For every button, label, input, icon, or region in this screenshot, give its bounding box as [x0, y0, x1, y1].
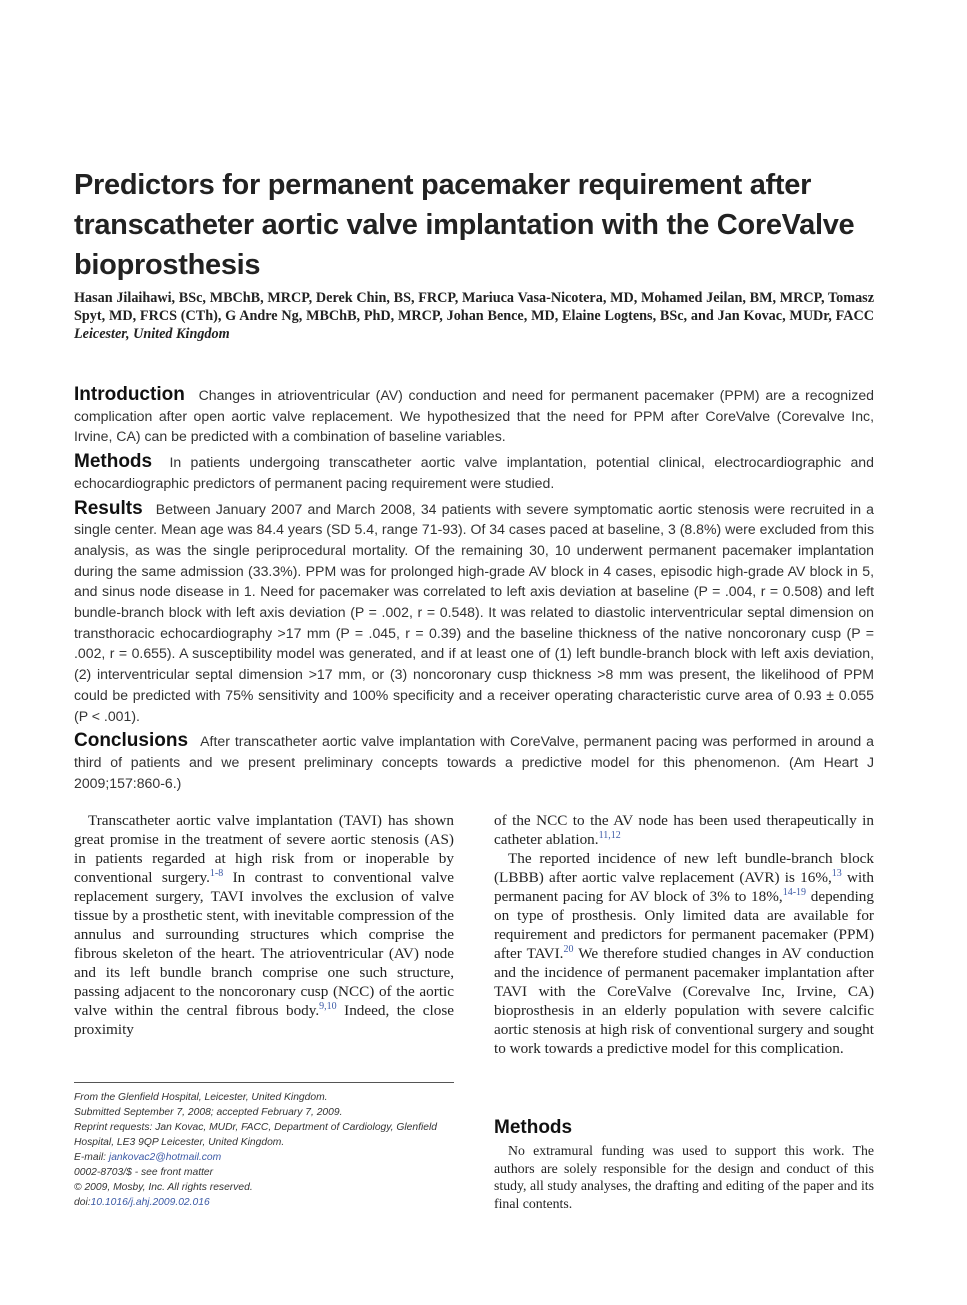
body-text: Indeed, the close proximity	[74, 1002, 454, 1038]
body-paragraph	[74, 811, 454, 1039]
abstract-introduction-text: Changes in atrioventricular (AV) conduction and need for permanent pacemaker (PPM) are a recognized complication after open aortic valve replacement. We hypothesized that the need for PPM after CoreValve (Corevalve Inc, Irvine, CA) can be predicted with a combination of baseline variables.	[74, 387, 875, 445]
abstract-introduction-heading: Introduction	[74, 384, 185, 405]
article-title: Predictors for permanent pacemaker requirement after transcatheter aortic valve implantation with the CoreValve bioprosthesis	[74, 169, 855, 281]
body-right-column	[494, 811, 874, 1058]
body-text: with permanent pacing for AV block of 3% to 18%,	[494, 869, 874, 905]
body-text: The reported incidence of new left bundle-branch block (LBBB) after aortic valve replacement (AVR) is 16%,	[494, 850, 874, 886]
footnote-issn: 0002-8703/$ - see front matter	[74, 1167, 214, 1178]
abstract-methods-text: In patients undergoing transcatheter aortic valve implantation, potential clinical, electrocardiographic and echocardiographic predictors of permanent pacing requirement were studied.	[74, 454, 874, 491]
body-text: of the NCC to the AV node has been used therapeutically in catheter ablation.	[494, 812, 874, 848]
body-text: Transcatheter aortic valve implantation (TAVI) has shown great promise in the treatment of severe aortic stenosis (AS) in patients regarded at high risk from or inoperable by conventional surgery.	[74, 812, 454, 886]
footnote-doi	[74, 1195, 459, 1210]
citation-link[interactable]: 11,12	[598, 829, 621, 841]
abstract-results	[74, 499, 874, 727]
citation-link[interactable]: 1-8	[209, 867, 224, 879]
author-names: Hasan Jilaihawi, BSc, MBChB, MRCP, Derek Chin, BS, FRCP, Mariuca Vasa-Nicotera, MD, Mohamed Jeilan, BM, MRCP, Tomasz Spyt, MD, FRCS (CTh), G Andre Ng, MBChB, PhD, MRCP, Johan Bence, MD, Elaine Logtens, BSc, and Jan Kovac, MUDr, FACC	[74, 290, 874, 324]
footnote-submitted: Submitted September 7, 2008; accepted February 7, 2009.	[74, 1107, 343, 1118]
abstract-methods	[74, 452, 874, 493]
doi-label: doi:	[74, 1197, 91, 1208]
author-location: Leicester, United Kingdom	[74, 326, 230, 342]
body-text: depending on type of prosthesis. Only limited data are available for requirement and predictors for permanent pacemaker (PPM) after TAVI.	[494, 888, 874, 962]
citation-link[interactable]: 9,10	[319, 1000, 337, 1012]
citation-link[interactable]: 20	[563, 943, 574, 955]
abstract-methods-heading: Methods	[74, 451, 153, 473]
email-label: E-mail:	[74, 1152, 109, 1163]
author-list	[74, 289, 874, 343]
email-link[interactable]: jankovac2@hotmail.com	[108, 1152, 222, 1163]
footnote-divider	[74, 1082, 454, 1083]
body-text: In contrast to conventional valve replacement surgery, TAVI involves the exclusion of valve tissue by a prosthetic stent, with inevitable compression of the annulus and surrounding structures which comprise the fibrous skeleton of the heart. The atrioventricular (AV) node and its left bundle branch comprise one such structure, passing adjacent to the noncoronary cusp (NCC) of the aortic valve within the central fibrous body.	[74, 869, 454, 1019]
body-text: We therefore studied changes in AV conduction and the incidence of permanent pacemaker implantation after TAVI with the CoreValve (Corevalve Inc, Irvine, CA) bioprosthesis in an elderly population with severe calcific aortic stenosis at high risk of conventional surgery and sought to work towards a predictive model for this complication.	[494, 945, 874, 1057]
body-paragraph	[494, 811, 874, 849]
methods-text: No extramural funding was used to support this work. The authors are solely responsible for the design and conduct of this study, all study analyses, the drafting and editing of the paper and its final contents.	[494, 1143, 874, 1211]
abstract-conclusions	[74, 731, 874, 793]
citation-link[interactable]: 14-19	[782, 886, 807, 898]
citation-link[interactable]: 13	[831, 867, 842, 879]
doi-link[interactable]: 10.1016/j.ahj.2009.02.016	[90, 1197, 210, 1208]
footnotes	[74, 1090, 459, 1210]
abstract-results-heading: Results	[74, 497, 143, 519]
abstract-conclusions-heading: Conclusions	[74, 730, 189, 752]
abstract-results-text: Between January 2007 and March 2008, 34 patients with severe symptomatic aortic stenosis were recruited in a single center. Mean age was 84.4 years (SD 5.4, range 71-93). Of 34 cases paced at baseline, 3 (8.8%) were excluded from this analysis, as was the single periprocedural mortality. Of the remaining 30, 10 underwent permanent pacemaker implantation during the same admission (33.3%). PPM was for prolonged high-grade AV block in 4 cases, episodic high-grade AV block in 5, and sinus node disease in 1. Need for pacemaker was correlated to left axis deviation at baseline (P = .004, r = 0.508) and left bundle-branch block with left axis deviation (P = .002, r = 0.548). It was related to diastolic interventricular septal dimension on transthoracic echocardiography >17 mm (P = .045, r = 0.39) and the baseline thickness of the native noncoronary cusp (P = .002, r = 0.655). A susceptibility model was generated, and if at least one of (1) left bundle-branch block with left axis deviation, (2) interventricular septal dimension >17 mm, or (3) noncoronary cusp thickness >8 mm was present, the likelihood of PPM could be predicted with 75% sensitivity and 100% specificity and a receiver operating characteristic curve area of 0.93 ± 0.055 (P < .001).	[74, 500, 874, 724]
body-left-column	[74, 811, 454, 1039]
abstract-introduction	[74, 385, 874, 447]
footnote-affiliation: From the Glenfield Hospital, Leicester, United Kingdom.	[74, 1092, 328, 1103]
abstract-conclusions-text: After transcatheter aortic valve implantation with CoreValve, permanent pacing was performed in around a third of patients and we present preliminary concepts towards a predictive model for this phenomenon. (Am Heart J 2009;157:860-6.)	[74, 733, 875, 791]
footnote-copyright: © 2009, Mosby, Inc. All rights reserved.	[74, 1182, 253, 1193]
footnote-reprint: Reprint requests: Jan Kovac, MUDr, FACC, Department of Cardiology, Glenfield Hospital, LE3 9QP Leicester, United Kingdom.	[74, 1122, 438, 1148]
abstract	[74, 385, 874, 798]
body-paragraph	[494, 849, 874, 1058]
footnote-email	[74, 1150, 459, 1165]
methods-heading: Methods	[494, 1117, 573, 1138]
